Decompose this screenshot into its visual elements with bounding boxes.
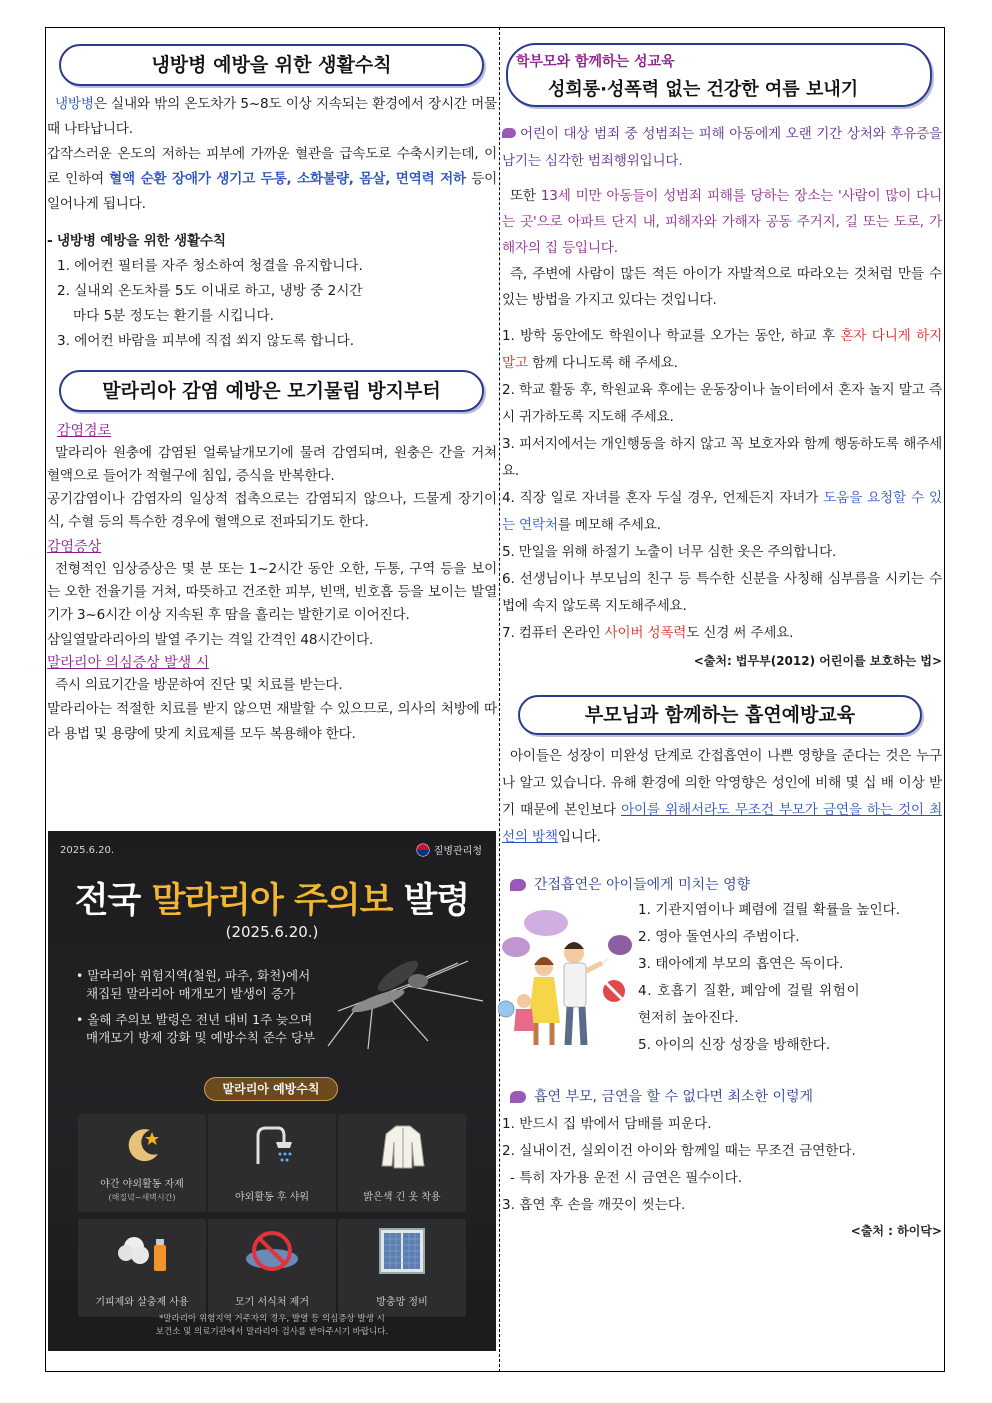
left-column — [47, 30, 497, 747]
poster-bullet-2: • 올해 주의보 발령은 전년 대비 1주 늦으며 매개모기 방제 강화 및 예방수칙 준수 당부 — [76, 1012, 316, 1045]
malaria-alert-poster — [48, 831, 496, 1351]
lure-method-paragraph: 즉, 주변에 사람이 많든 적든 아이가 자발적으로 따라오는 것처럼 만들 수 있는 방법을 가지고 있다는 것입니다. — [502, 266, 942, 308]
tile-screen-repair: 방충망 정비 — [338, 1219, 466, 1317]
section-title-cooling-sickness: 냉방병 예방을 위한 생활수칙 — [59, 44, 484, 86]
safety-tips-list — [502, 323, 942, 647]
list-item: - 특히 자가용 운전 시 금연은 필수이다. — [510, 1170, 743, 1186]
infection-route-heading: 감염경로 — [57, 423, 112, 439]
list-item: 2. 영아 돌연사의 주범이다. — [638, 929, 800, 945]
list-item: 마다 5분 정도는 환기를 시킵니다. — [73, 308, 274, 324]
suspected-symptoms-heading: 말라리아 의심증상 발생 시 — [47, 655, 210, 671]
poster-org: 질병관리청 — [416, 842, 482, 857]
list-item: 2. 실내이건, 실외이건 아이와 함께일 때는 무조건 금연한다. — [502, 1143, 856, 1159]
speech-bubble-icon — [502, 128, 516, 138]
jacket-icon — [380, 1122, 426, 1170]
infection-route-paragraph-2: 공기감염이나 감염자의 일상적 접촉으로는 감염되지 않으나, 드물게 장기이식, 수혈 등의 특수한 경우에 혈액으로 전파되기도 한다. — [47, 491, 497, 530]
prevention-tips-label: 말라리아 예방수칙 — [204, 1077, 338, 1101]
cooling-cause-paragraph: 갑작스러운 온도의 저하는 피부에 가까운 혈관을 급속도로 수축시키는데, 이로 인하여 혈액 순환 장애가 생기고 두통, 소화불량, 몸살, 면역력 저하 등이 일어나게 됩니다. — [47, 146, 498, 212]
window-screen-icon — [378, 1227, 426, 1275]
list-item: 7. 컴퓨터 온라인 사이버 성폭력도 신경 써 주세요. — [502, 625, 794, 641]
list-item: 1. 방학 동안에도 학원이나 학교를 오가는 동안, 하교 후 혼자 다니게 하지 말고 함께 다니도록 해 주세요. — [502, 328, 942, 371]
infection-route-paragraph: 말라리아 원충에 감염된 얼룩날개모기에 물려 감염되며, 원충은 간을 거쳐 혈액으로 들어가 적혈구에 침입, 증식을 반복한다. — [47, 445, 497, 484]
list-item: 3. 태아에게 부모의 흡연은 독이다. — [638, 956, 844, 972]
speech-bubble-icon — [510, 879, 526, 891]
fever-cycle-paragraph: 삼일열말라리아의 발열 주기는 격일 간격인 48시간이다. — [47, 632, 374, 648]
crime-location-paragraph: 또한 13세 미만 아동들이 성범죄 피해를 당하는 장소는 '사람이 많이 다니는 곳'으로 아파트 단지 내, 피해자와 가해자 공동 주거지, 길 또는 도로, 가해자의 집 등입니다. — [502, 188, 942, 256]
smoking-parents-tips-list — [502, 1111, 942, 1219]
sex-education-title-box — [506, 43, 932, 107]
spray-icon — [116, 1229, 172, 1273]
list-item: 6. 선생님이나 부모님의 친구 등 특수한 신분을 사칭해 심부름을 시키는 수법에 속지 않도록 지도해주세요. — [502, 571, 942, 614]
poster-title: 전국 말라리아 주의보 발령 — [74, 881, 470, 921]
sex-education-title: 성희롱·성폭력 없는 건강한 여름 보내기 — [548, 79, 859, 100]
poster-bullet-1: • 말라리아 위험지역(철원, 파주, 화천)에서 채집된 말라리아 매개모기 발생이 증가 — [76, 968, 311, 1001]
smoking-parents-tips-heading: 흡연 부모, 금연을 할 수 없다면 최소한 이렇게 — [502, 1085, 942, 1109]
section-title-smoking-prevention: 부모님과 함께하는 흡연예방교육 — [518, 695, 922, 735]
mosquito-icon — [298, 941, 488, 1051]
shower-icon — [252, 1124, 294, 1168]
suspected-paragraph-2: 말라리아는 적절한 치료를 받지 않으면 재발할 수 있으므로, 의사의 처방에 따라 용법 및 용량에 맞게 치료제를 모두 복용해야 한다. — [47, 701, 497, 742]
list-item: 1. 기관지염이나 폐렴에 걸릴 확률을 높인다. — [638, 902, 901, 918]
cooling-term: 냉방병 — [55, 96, 94, 112]
smoking-family-illustration — [498, 905, 636, 1055]
cooling-rules-heading: - 냉방병 예방을 위한 생활수칙 — [47, 233, 226, 249]
tile-long-clothes: 밝은색 긴 옷 착용 — [338, 1114, 466, 1212]
sex-education-intro: 어린이 대상 범죄 중 성범죄는 피해 아동에게 오랜 기간 상처와 후유증을 남기는 심각한 범죄행위입니다. — [502, 126, 942, 169]
list-item: 3. 흡연 후 손을 깨끗이 씻는다. — [502, 1197, 686, 1213]
list-item: 1. 에어컨 필터를 자주 청소하여 청결을 유지합니다. — [57, 258, 363, 274]
tile-repellent: 기피제와 살충제 사용 — [78, 1219, 206, 1317]
right-column — [502, 30, 942, 1241]
list-item: 2. 학교 활동 후, 학원교육 후에는 운동장이나 놀이터에서 혼자 놀지 말고 즉시 귀가하도록 지도해 주세요. — [502, 382, 942, 425]
sex-education-source: <출처: 법무부(2012) 어린이를 보호하는 법> — [693, 654, 942, 668]
cooling-rules-list — [47, 254, 497, 354]
smoking-source: <출처 : 하이닥> — [850, 1224, 942, 1238]
smoking-intro-paragraph: 아이들은 성장이 미완성 단계로 간접흡연이 나쁜 영향을 준다는 것은 누구나 알고 있습니다. 유해 환경에 의한 악영향은 성인에 비해 몇 십 배 이상 받기 때문에 본인보다 아이를 위해서라도 무조건 부모가 금연을 하는 것이 최선의 방책입니다. — [502, 748, 942, 845]
list-item: 3. 에어컨 바람을 피부에 직접 쐬지 않도록 합니다. — [57, 333, 355, 349]
list-item: 4. 직장 일로 자녀를 혼자 두실 경우, 언제든지 자녀가 도움을 요청할 수 있는 연락처를 메모해 주세요. — [502, 490, 942, 533]
cooling-symptoms-highlight: 혈액 순환 장애가 생기고 두통, 소화불량, 몸살, 면역력 저하 — [109, 171, 466, 187]
poster-date: 2025.6.20. — [60, 845, 115, 856]
no-puddle-icon — [242, 1227, 302, 1275]
tile-remove-habitat: 모기 서식처 제거 — [208, 1219, 336, 1317]
column-divider — [499, 27, 500, 1372]
section-title-malaria: 말라리아 감염 예방은 모기물림 방지부터 — [59, 370, 484, 412]
symptoms-heading: 감염증상 — [47, 539, 102, 555]
poster-footnote: *말라리아 위험지역 거주자의 경우, 발열 등 의심증상 발생 시 보건소 및 의료기관에서 말라리아 검사를 받아주시기 바랍니다. — [155, 1314, 389, 1337]
list-item: 1. 반드시 집 밖에서 담배를 피운다. — [502, 1116, 712, 1132]
cooling-intro-paragraph: 냉방병은 실내와 밖의 온도차가 5~8도 이상 지속되는 환경에서 장시간 머물 때 나타납니다. — [47, 96, 497, 137]
list-item: 4. 호흡기 질환, 폐암에 걸릴 위험이 — [638, 983, 861, 999]
kdca-logo-icon — [416, 843, 430, 857]
suspected-paragraph-1: 즉시 의료기간을 방문하여 진단 및 치료를 받는다. — [55, 677, 343, 693]
list-item: 5. 아이의 신장 성장을 방해한다. — [638, 1037, 831, 1053]
list-item: 현저히 높아진다. — [638, 1010, 739, 1026]
list-item: 3. 피서지에서는 개인행동을 하지 않고 꼭 보호자와 함께 행동하도록 해주세요. — [502, 436, 942, 479]
poster-subdate: (2025.6.20.) — [225, 923, 319, 941]
tile-night-activity: 야간 야외활동 자제 (해질녘~새벽시간) — [78, 1114, 206, 1212]
tile-shower: 야외활동 후 샤워 — [208, 1114, 336, 1212]
list-item: 5. 만일을 위해 하절기 노출이 너무 심한 옷은 주의합니다. — [502, 544, 837, 560]
list-item: 2. 실내외 온도차를 5도 이내로 하고, 냉방 중 2시간 — [57, 283, 363, 299]
symptoms-paragraph: 전형적인 임상증상은 몇 분 또는 1~2시간 동안 오한, 두통, 구역 등을 보이는 오한 전율기를 거쳐, 따뜻하고 건조한 피부, 빈맥, 빈호흡 등을 보이는 발열기가 3~6시간 이상 지속된 후 땀을 흘리는 발한기로 이어진다. — [47, 561, 497, 623]
sex-education-kicker: 학부모와 함께하는 성교육 — [516, 54, 675, 70]
speech-bubble-icon — [510, 1091, 526, 1103]
moon-icon — [122, 1124, 164, 1166]
secondhand-smoke-heading: 간접흡연은 아이들에게 미치는 영향 — [502, 873, 942, 897]
